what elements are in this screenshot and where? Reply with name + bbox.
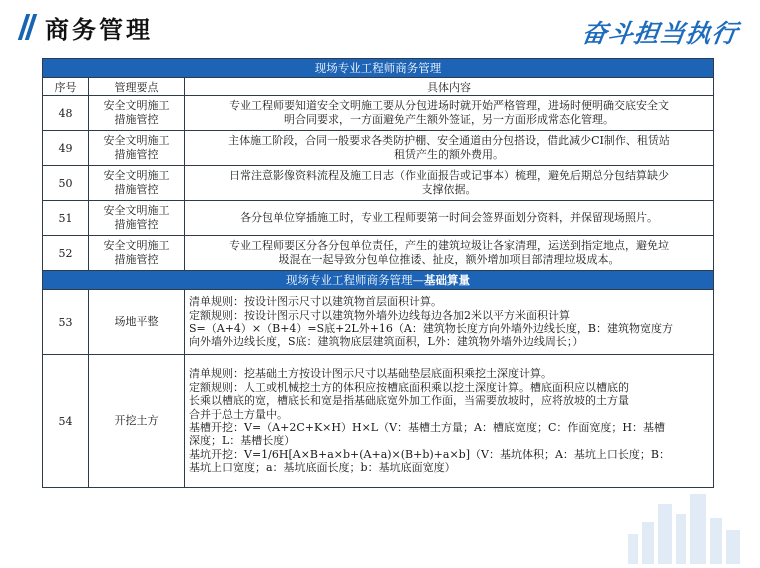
table-row xyxy=(43,355,714,488)
table-row xyxy=(43,201,714,236)
row-content: 清单规则：挖基础土方按设计图示尺寸以基础垫层底面积乘挖土深度计算。 定额规则：人工或机械挖土方的体积应按槽底面积乘以挖土深度计算。槽底面积应以槽底的 长乘以槽底的宽，槽底长和宽是指基础底宽外加工作面，当需要放坡时，应将放坡的土方量 合并于总土方量中。 基槽开挖：V=（A+2C+K×H）H×L（V：基槽土方量；A：槽底宽度；C：作面宽度；H：基槽 深度；L：基槽长度） 基坑开挖：V=1/6H[A×B+a×b+(A+a)×(B+b)+a×b]（V：基坑体积；A：基坑上口长度；B： 基坑上口宽度；a：基坑底面长度；b：基坑底面宽度） xyxy=(185,355,714,488)
skyline-watermark-icon xyxy=(618,484,748,564)
page-header xyxy=(22,10,153,44)
brand-slogan-logo: 奋斗担当执行 xyxy=(579,19,740,48)
row-content: 清单规则：按设计图示尺寸以建筑物首层面积计算。 定额规则：按设计图示尺寸以建筑物外墙外边线每边各加2米以平方米面积计算 S=（A+4）×（B+4）=S底+2L外+16（A：建筑物长度方向外墙外边线长度，B：建筑物宽度方 向外墙外边线长度，S底：建筑物底层建筑面积，L外：建筑物外墙外边线周长；） xyxy=(185,290,714,355)
row-item: 安全文明施工 措施管控 xyxy=(89,131,185,166)
section2-header-row xyxy=(43,271,714,290)
row-number: 49 xyxy=(43,131,89,166)
row-content: 专业工程师要区分各分包单位责任，产生的建筑垃圾让各家清理，运送到指定地点，避免垃 圾混在一起导致分包单位推诿、扯皮，额外增加项目部清理垃圾成本。 xyxy=(185,236,714,271)
row-item: 安全文明施工 措施管控 xyxy=(89,201,185,236)
row-item: 场地平整 xyxy=(89,290,185,355)
row-item: 开挖土方 xyxy=(89,355,185,488)
table-row xyxy=(43,236,714,271)
section2-title: 现场专业工程师商务管理—基础算量 xyxy=(43,271,714,290)
table-row xyxy=(43,131,714,166)
row-content: 主体施工阶段，合同一般要求各类防护棚、安全通道由分包搭设，借此减少CI制作、租赁站 租赁产生的额外费用。 xyxy=(185,131,714,166)
row-item: 安全文明施工 措施管控 xyxy=(89,166,185,201)
row-number: 50 xyxy=(43,166,89,201)
row-number: 52 xyxy=(43,236,89,271)
row-content: 各分包单位穿插施工时，专业工程师要第一时间会签界面划分资料，并保留现场照片。 xyxy=(185,201,714,236)
table-row xyxy=(43,166,714,201)
section-header-row xyxy=(43,59,714,78)
column-header-num: 序号 xyxy=(43,78,89,96)
title-slash-icon xyxy=(22,14,33,40)
row-content: 日常注意影像资料流程及施工日志（作业面报告或记事本）梳理，避免后期总分包结算缺少 支撑依据。 xyxy=(185,166,714,201)
row-number: 54 xyxy=(43,355,89,488)
column-header-row xyxy=(43,78,714,96)
row-content: 专业工程师要知道安全文明施工要从分包进场时就开始严格管理，进场时便明确交底安全文 明合同要求，一方面避免产生额外签证，另一方面形成常态化管理。 xyxy=(185,96,714,131)
column-header-item: 管理要点 xyxy=(89,78,185,96)
page-title: 商务管理 xyxy=(45,15,153,44)
row-item: 安全文明施工 措施管控 xyxy=(89,236,185,271)
row-number: 53 xyxy=(43,290,89,355)
table-row xyxy=(43,96,714,131)
row-number: 48 xyxy=(43,96,89,131)
table-row xyxy=(43,290,714,355)
row-number: 51 xyxy=(43,201,89,236)
column-header-content: 具体内容 xyxy=(185,78,714,96)
row-item: 安全文明施工 措施管控 xyxy=(89,96,185,131)
management-table xyxy=(42,58,714,488)
section-title: 现场专业工程师商务管理 xyxy=(43,59,714,78)
